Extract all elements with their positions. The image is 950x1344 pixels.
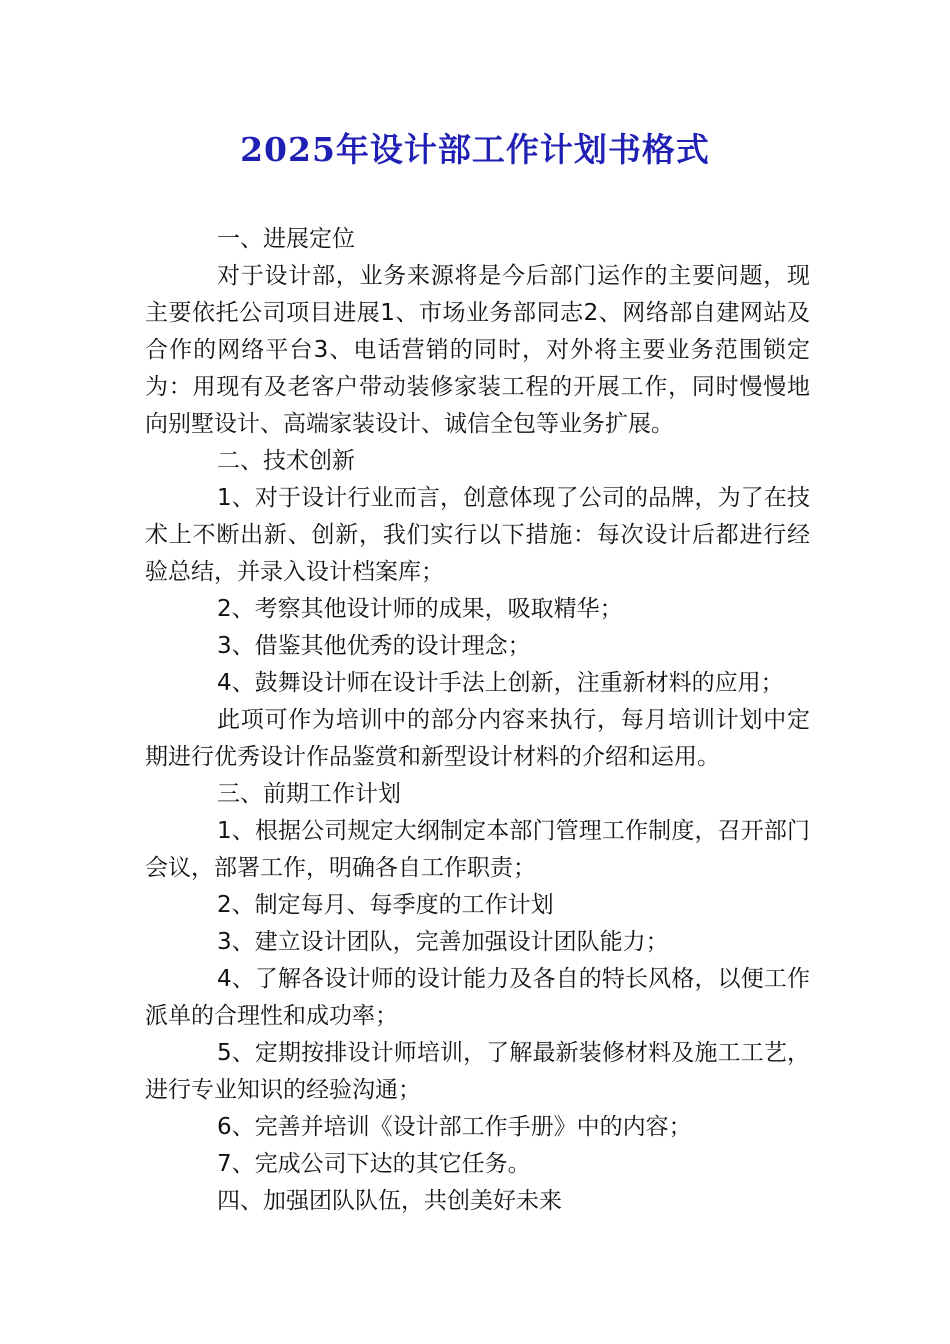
paragraph: 3、建立设计团队，完善加强设计团队能力； xyxy=(217,929,669,955)
section-heading-2: 二、技术创新 xyxy=(217,448,355,474)
paragraph: 2、制定每月、每季度的工作计划 xyxy=(217,892,554,918)
paragraph: 1、对于设计行业而言，创意体现了公司的品牌，为了在技术上不断出新、创新，我们实行以下措施：每次设计后都进行经验总结，并录入设计档案库； xyxy=(145,485,810,585)
paragraph: 2、考察其他设计师的成果，吸取精华； xyxy=(217,596,623,622)
paragraph: 5、定期按排设计师培训，了解最新装修材料及施工工艺，进行专业知识的经验沟通； xyxy=(145,1040,810,1103)
paragraph: 1、根据公司规定大纲制定本部门管理工作制度，召开部门会议，部署工作，明确各自工作职责； xyxy=(145,818,810,881)
paragraph: 此项可作为培训中的部分内容来执行，每月培训计划中定期进行优秀设计作品鉴赏和新型设计材料的介绍和运用。 xyxy=(145,707,810,770)
section-heading-4: 四、加强团队队伍，共创美好未来 xyxy=(217,1188,562,1214)
paragraph: 7、完成公司下达的其它任务。 xyxy=(217,1151,531,1177)
paragraph: 6、完善并培训《设计部工作手册》中的内容； xyxy=(217,1114,692,1140)
paragraph: 对于设计部，业务来源将是今后部门运作的主要问题，现主要依托公司项目进展1、市场业务部同志2、网络部自建网站及合作的网络平台3、电话营销的同时，对外将主要业务范围锁定为：用现有及老客户带动装修家装工程的开展工作，同时慢慢地向别墅设计、高端家装设计、诚信全包等业务扩展。 xyxy=(145,263,810,437)
section-heading-3: 三、前期工作计划 xyxy=(217,781,401,807)
paragraph: 4、鼓舞设计师在设计手法上创新，注重新材料的应用； xyxy=(217,670,784,696)
paragraph: 4、了解各设计师的设计能力及各自的特长风格，以便工作派单的合理性和成功率； xyxy=(145,966,810,1029)
paragraph: 3、借鉴其他优秀的设计理念； xyxy=(217,633,531,659)
document-body xyxy=(145,221,810,1220)
document-title: 2025年设计部工作计划书格式 xyxy=(240,130,710,169)
section-heading-1: 一、进展定位 xyxy=(217,226,355,252)
